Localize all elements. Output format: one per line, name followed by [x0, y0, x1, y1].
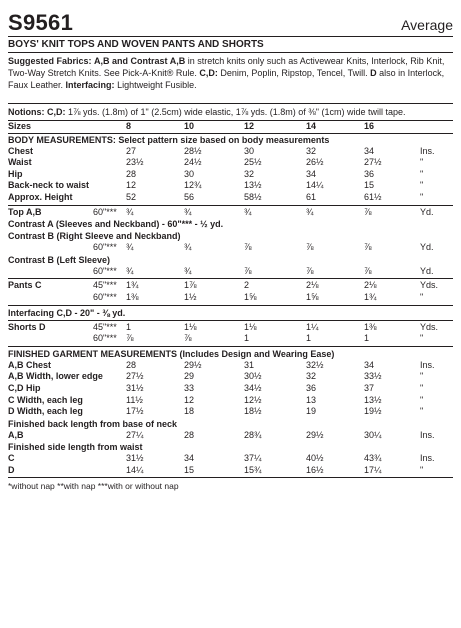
cell: 14¼	[306, 180, 324, 191]
interfacing-label: Interfacing:	[65, 80, 115, 90]
cell: 2	[244, 280, 250, 291]
cell: 15¾	[244, 464, 262, 475]
cell: 12½	[244, 394, 262, 405]
cell: 2⅛	[306, 280, 319, 291]
size-14: 14	[306, 121, 317, 131]
cell: 13½	[244, 180, 262, 191]
cell: 12	[184, 394, 195, 405]
cell: 1¾	[126, 280, 139, 291]
side-length-heading: Finished side length from waist	[8, 442, 143, 453]
cell: 31½	[126, 382, 144, 393]
cell: 33	[184, 382, 195, 393]
unit: "	[420, 371, 424, 382]
size-16: 16	[364, 121, 375, 131]
cell: ¾	[126, 242, 134, 253]
cell: 25½	[244, 157, 262, 168]
fabrics-ab-text: in stretch knits only such as Activewear Knits, Interlock, Rib Knit, Two-Way Stretch Knits. See Pick-A-Knit® Rule.	[8, 56, 445, 78]
pattern-number: S9561	[8, 10, 74, 35]
cell: ⅞	[364, 242, 372, 253]
unit: "	[420, 406, 424, 417]
yardage-row-contrast-b-left	[8, 266, 453, 278]
table-row	[8, 146, 453, 158]
cell: ⅞	[244, 242, 252, 253]
cell: 14¼	[126, 464, 144, 475]
row-label: A,B	[8, 429, 24, 440]
unit: "	[420, 382, 424, 393]
cell: 30	[184, 168, 195, 179]
cell: 34	[306, 168, 317, 179]
cell: 28	[184, 429, 195, 440]
cell: 1⅝	[306, 291, 319, 302]
cell: 36	[306, 382, 317, 393]
fabrics-d-text: also in Interlock, Faux Leather.	[8, 68, 445, 90]
cell: 17½	[126, 406, 144, 417]
row-label: A,B Width, lower edge	[8, 371, 103, 382]
fabric-width: 60"***	[93, 206, 117, 217]
cell: ¾	[184, 265, 192, 276]
back-length-heading: Finished back length from base of neck	[8, 418, 178, 429]
table-row	[8, 360, 453, 372]
table-row	[8, 157, 453, 169]
divider	[8, 477, 453, 478]
cell: 34	[364, 145, 375, 156]
fabric-width: 45"***	[93, 321, 117, 332]
finished-measurements-heading: FINISHED GARMENT MEASUREMENTS (Includes Design and Wearing Ease)	[8, 348, 335, 359]
row-label: D Width, each leg	[8, 406, 83, 417]
size-8: 8	[126, 121, 132, 131]
body-measurements-heading: BODY MEASUREMENTS: Select pattern size based on body measurements	[8, 134, 330, 145]
table-row	[8, 453, 453, 465]
cell: 36	[364, 168, 375, 179]
cell: 27¼	[126, 429, 144, 440]
cell: 1⅛	[184, 321, 197, 332]
cell: 1	[244, 333, 250, 344]
row-label: Hip	[8, 168, 23, 179]
table-row	[8, 465, 453, 477]
cell: 1¼	[306, 321, 319, 332]
cell: ⅞	[184, 333, 192, 344]
yardage-row-contrast-b-right	[8, 242, 453, 254]
sizes-row	[8, 121, 453, 133]
cell: 58½	[244, 191, 262, 202]
cell: 61½	[364, 191, 382, 202]
cell: 15	[364, 180, 375, 191]
table-row	[8, 430, 453, 442]
fabric-width: 60"***	[93, 333, 117, 344]
cell: 2⅛	[364, 280, 377, 291]
cell: 52	[126, 191, 137, 202]
finished-measurements-table	[8, 360, 453, 418]
fabrics-cd-label: C,D:	[199, 68, 218, 78]
cell: ¾	[184, 242, 192, 253]
unit: "	[420, 191, 424, 202]
cell: 1⅞	[184, 280, 197, 291]
cell: 1	[306, 333, 312, 344]
cell: 13½	[364, 394, 382, 405]
interfacing-yardage: Interfacing C,D - 20" - ⅜ yd.	[8, 307, 126, 318]
unit: "	[420, 333, 424, 344]
unit: "	[420, 157, 424, 168]
cell: 28	[126, 359, 137, 370]
fabrics-cd-text: Denim, Poplin, Ripstop, Tencel, Twill.	[217, 68, 371, 78]
unit: Ins.	[420, 359, 435, 370]
cell: ⅞	[364, 206, 372, 217]
pattern-envelope-back	[8, 6, 453, 492]
table-row	[8, 395, 453, 407]
cell: ⅞	[244, 265, 252, 276]
unit: Ins.	[420, 145, 435, 156]
yardage-row-top	[8, 207, 453, 219]
cell: 37¼	[244, 453, 262, 464]
cell: 23½	[126, 157, 144, 168]
difficulty-level: Average	[401, 17, 453, 33]
row-label: Back-neck to waist	[8, 180, 90, 191]
cell: 1½	[184, 291, 197, 302]
cell: 31½	[126, 453, 144, 464]
cell: 43¾	[364, 453, 382, 464]
cell: 12¾	[184, 180, 202, 191]
cell: 19	[306, 406, 317, 417]
row-label: Waist	[8, 157, 32, 168]
table-row	[8, 406, 453, 418]
fabric-width: 60"***	[93, 242, 117, 253]
cell: 28½	[184, 145, 202, 156]
unit: "	[420, 168, 424, 179]
cell: 18½	[244, 406, 262, 417]
divider	[8, 305, 453, 306]
body-measurements-table	[8, 146, 453, 204]
cell: 24½	[184, 157, 202, 168]
unit: Ins.	[420, 429, 435, 440]
cell: 40½	[306, 453, 324, 464]
table-row	[8, 371, 453, 383]
divider	[8, 346, 453, 347]
cell: 30	[244, 145, 255, 156]
cell: 19½	[364, 406, 382, 417]
row-label: Approx. Height	[8, 191, 73, 202]
cell: 32	[306, 371, 317, 382]
fabric-width: 60"***	[93, 265, 117, 276]
contrast-b-right-label: Contrast B (Right Sleeve and Neckband)	[8, 231, 181, 242]
contrast-a-label: Contrast A (Sleeves and Neckband) - 60"*** - ½ yd.	[8, 219, 224, 230]
cell: 56	[184, 191, 195, 202]
notions-text: 1⅞ yds. (1.8m) of 1" (2.5cm) wide elastic, 1⅞ yds. (1.8m) of ⅜" (1cm) wide twill tape.	[65, 107, 406, 117]
divider	[8, 320, 453, 321]
cell: ⅞	[126, 333, 134, 344]
cell: 27	[126, 145, 137, 156]
cell: 32	[306, 145, 317, 156]
suggested-fabrics	[8, 53, 453, 93]
row-label: Pants C	[8, 280, 42, 291]
fabrics-label: Suggested Fabrics:	[8, 56, 92, 66]
unit: Yd.	[420, 265, 434, 276]
cell: ⅞	[306, 242, 314, 253]
interfacing-text: Lightweight Fusible.	[114, 80, 197, 90]
row-label: C Width, each leg	[8, 394, 83, 405]
yardage-row-pants-60	[8, 292, 453, 304]
cell: 30½	[244, 371, 262, 382]
table-row	[8, 192, 453, 204]
fabric-width: 60"***	[93, 291, 117, 302]
yardage-row-shorts	[8, 322, 453, 334]
cell: 1⅜	[364, 321, 377, 332]
row-label: D	[8, 464, 15, 475]
sizes-label: Sizes	[8, 121, 32, 131]
cell: ⅞	[364, 265, 372, 276]
cell: ¾	[126, 265, 134, 276]
cell: 34	[184, 453, 195, 464]
cell: 27½	[364, 157, 382, 168]
cell: 1¾	[364, 291, 377, 302]
unit: "	[420, 291, 424, 302]
unit: "	[420, 464, 424, 475]
cell: ¾	[126, 206, 134, 217]
size-12: 12	[244, 121, 255, 131]
cell: 26½	[306, 157, 324, 168]
row-label: C	[8, 453, 15, 464]
cell: ¾	[306, 206, 314, 217]
header	[8, 6, 453, 36]
cell: 15	[184, 464, 195, 475]
nap-footnote: *without nap **with nap ***with or without nap	[8, 481, 179, 492]
cell: 29½	[184, 359, 202, 370]
cell: 31	[244, 359, 255, 370]
cell: 28¾	[244, 429, 262, 440]
unit: Yds.	[420, 321, 439, 332]
fabric-width: 45"***	[93, 280, 117, 291]
cell: 32½	[306, 359, 324, 370]
cell: 33½	[364, 371, 382, 382]
cell: 29	[184, 371, 195, 382]
cell: ¾	[184, 206, 192, 217]
table-row	[8, 383, 453, 395]
cell: 1⅝	[244, 291, 257, 302]
cell: 13	[306, 394, 317, 405]
cell: ¾	[244, 206, 252, 217]
unit: Yd.	[420, 206, 434, 217]
cell: 30¼	[364, 429, 382, 440]
fabrics-d-label: D	[370, 68, 377, 78]
unit: Yd.	[420, 242, 434, 253]
cell: 34½	[244, 382, 262, 393]
unit: "	[420, 394, 424, 405]
cell: 37	[364, 382, 375, 393]
contrast-b-left-label: Contrast B (Left Sleeve)	[8, 254, 111, 265]
divider	[8, 278, 453, 279]
unit: Yds.	[420, 280, 439, 291]
cell: 18	[184, 406, 195, 417]
yardage-row-pants	[8, 280, 453, 292]
cell: 16½	[306, 464, 324, 475]
cell: 1	[364, 333, 370, 344]
yardage-row-shorts-60	[8, 333, 453, 345]
row-label: A,B Chest	[8, 359, 52, 370]
cell: 1⅜	[126, 291, 139, 302]
divider	[8, 205, 453, 206]
cell: 29½	[306, 429, 324, 440]
unit: "	[420, 180, 424, 191]
row-label: Chest	[8, 145, 34, 156]
pattern-title: BOYS' KNIT TOPS AND WOVEN PANTS AND SHORTS	[8, 39, 264, 50]
table-row	[8, 169, 453, 181]
cell: 32	[244, 168, 255, 179]
row-label: C,D Hip	[8, 382, 41, 393]
cell: 34	[364, 359, 375, 370]
cell: 61	[306, 191, 317, 202]
notions	[8, 104, 453, 120]
unit: Ins.	[420, 453, 435, 464]
fabrics-ab-label: A,B and Contrast A,B	[94, 56, 186, 66]
table-row	[8, 180, 453, 192]
cell: 17¼	[364, 464, 382, 475]
cell: 27½	[126, 371, 144, 382]
size-10: 10	[184, 121, 195, 131]
row-label: Shorts D	[8, 321, 46, 332]
cell: ⅞	[306, 265, 314, 276]
row-label: Top A,B	[8, 206, 42, 217]
notions-label: Notions: C,D:	[8, 107, 66, 117]
cell: 12	[126, 180, 137, 191]
cell: 28	[126, 168, 137, 179]
cell: 11½	[126, 394, 143, 405]
cell: 1⅛	[244, 321, 257, 332]
cell: 1	[126, 321, 132, 332]
